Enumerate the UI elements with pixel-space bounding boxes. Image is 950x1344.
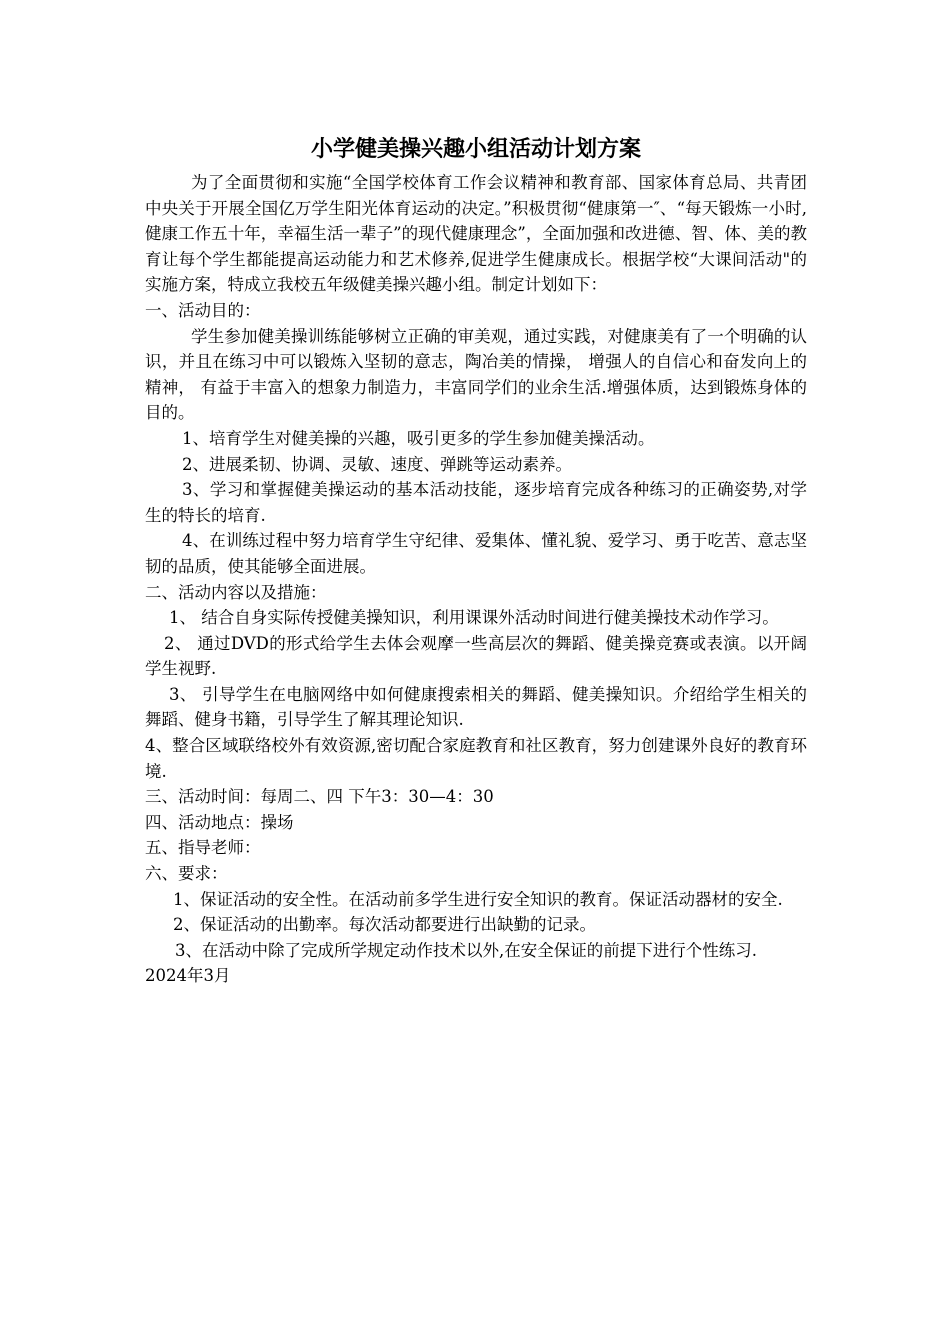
section1-heading: 一、活动目的： (145, 300, 261, 320)
section2-item: 1、 结合自身实际传授健美操知识，利用课课外活动时间进行健美操技术动作学习。 (169, 608, 779, 628)
section2-item: 4、整合区域联络校外有效资源,密切配合家庭教育和社区教育，努力创建课外良好的教育环境. (145, 736, 807, 781)
section6-item: 3、在活动中除了完成所学规定动作技术以外,在安全保证的前提下进行个性练习. (175, 940, 757, 960)
section3-time: 三、活动时间：每周二、四 下午3：30—4：30 (145, 787, 494, 807)
section1-paragraph: 学生参加健美操训练能够树立正确的审美观，通过实践，对健康美有了一个明确的认识，并且在练习中可以锻炼入坚韧的意志，陶冶美的情操， 增强人的自信心和奋发向上的精神， 有益于丰富入的想象力制造力，丰富同学们的业余生活.增强体质，达到锻炼身体的目的。 (145, 326, 807, 423)
section6-item: 2、保证活动的出勤率。每次活动都要进行出缺勤的记录。 (173, 915, 596, 935)
section2-item: 2、 通过DVD的形式给学生去体会观摩一些高层次的舞蹈、健美操竞赛或表演。以开阔学生视野. (145, 633, 807, 679)
document-body (145, 132, 807, 989)
intro-paragraph: 为了全面贯彻和实施“全国学校体育工作会议精神和教育部、国家体育总局、共青团中央关于开展全国亿万学生阳光体育运动的决定。”积极贯彻“健康第一″、“每天锻炼一小时, 健康工作五十年，幸福生活一辈子”的现代健康理念”，全面加强和改进德、智、体、美的教育让每个学生都能提高运动能力和艺术修养,促进学生健康成长。根据学校“大课间活动"的实施方案，特成立我校五年级健美操兴趣小组。制定计划如下： (145, 173, 807, 295)
section1-item: 2、进展柔韧、协调、灵敏、速度、弹跳等运动素养。 (182, 454, 572, 474)
section1-item: 4、在训练过程中努力培育学生守纪律、爱集体、懂礼貌、爱学习、勇于吃苦、意志坚韧的品质，使其能够全面进展。 (145, 531, 807, 576)
document-date: 2024年3月 (145, 966, 231, 986)
section4-location: 四、活动地点：操场 (145, 812, 294, 832)
section2-item: 3、 引导学生在电脑网络中如何健康搜索相关的舞蹈、健美操知识。介绍给学生相关的舞蹈、健身书籍，引导学生了解其理论知识. (145, 684, 807, 730)
section1-item: 1、培育学生对健美操的兴趣，吸引更多的学生参加健美操活动。 (182, 428, 655, 448)
section6-item: 1、保证活动的安全性。在活动前多学生进行安全知识的教育。保证活动器材的安全. (173, 889, 783, 909)
section6-heading: 六、要求： (145, 864, 228, 884)
section1-item: 3、学习和掌握健美操运动的基本活动技能，逐步培育完成各种练习的正确姿势,对学生的特长的培育. (145, 480, 807, 525)
document-title: 小学健美操兴趣小组活动计划方案 (310, 136, 641, 162)
section5-teacher: 五、指导老师： (145, 838, 261, 858)
section2-heading: 二、活动内容以及措施： (145, 582, 327, 602)
